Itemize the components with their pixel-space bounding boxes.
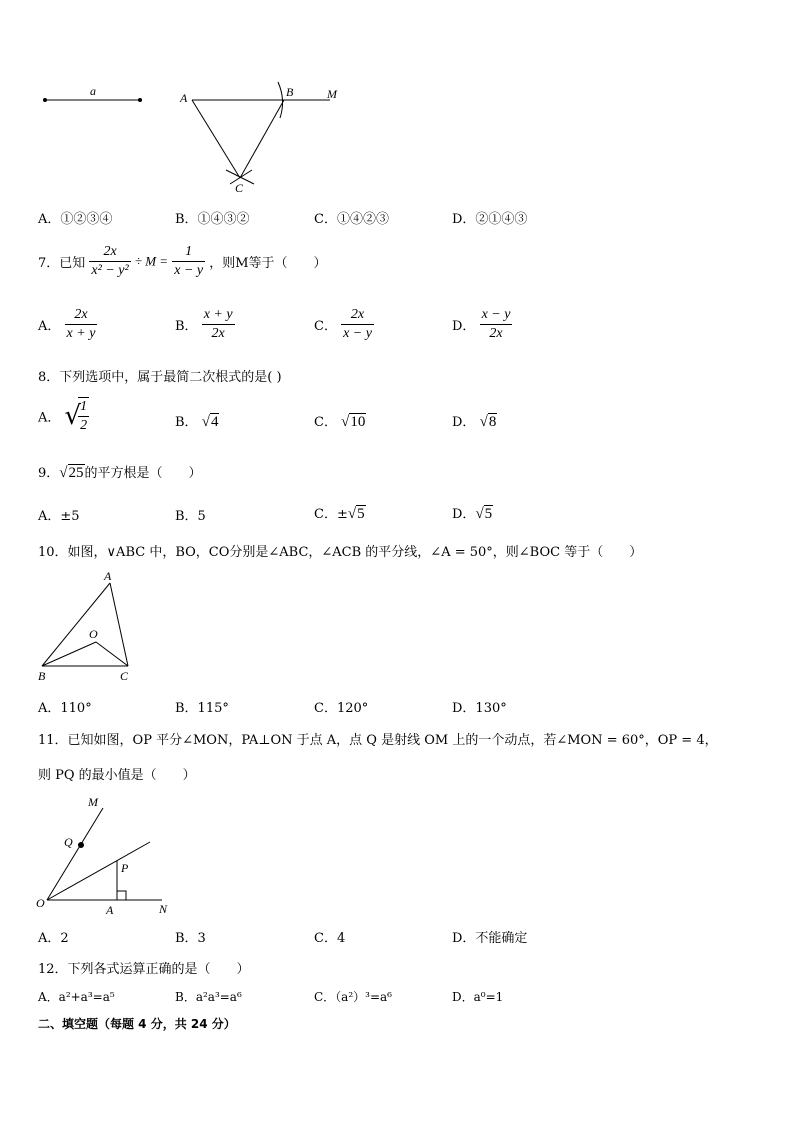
q7-option-c[interactable] — [314, 306, 374, 343]
frac-num: 2x — [65, 306, 98, 325]
q10-option-c[interactable]: C．120° — [314, 701, 369, 716]
label-a: A — [106, 903, 114, 917]
q12-option-b[interactable]: B．a²a³=a⁶ — [175, 990, 242, 1004]
label-m: M — [88, 795, 98, 809]
frac-den: x − y — [343, 326, 372, 341]
radicand: 8 — [488, 414, 497, 430]
q9-tail: 的平方根是（ ） — [84, 466, 202, 481]
section-title: 二、填空题（每题 4 分，共 24 分） — [38, 1017, 236, 1031]
option-label: D． — [452, 319, 476, 334]
q7-number: 7．已知 — [38, 256, 86, 271]
option-label: B． — [175, 319, 198, 334]
label-b: B — [38, 669, 46, 683]
label-b: B — [286, 85, 294, 99]
option-label: A． — [38, 410, 61, 426]
frac-num: 2x — [89, 243, 130, 262]
q12-option-d[interactable]: D．a⁰=1 — [452, 990, 504, 1004]
radical-sign: √ — [64, 401, 82, 431]
label-m: M — [327, 87, 337, 101]
side-bc — [240, 100, 284, 178]
q9-stem — [38, 462, 202, 482]
q6-option-a[interactable]: A．①②③④ — [38, 212, 113, 227]
q7-option-d[interactable] — [452, 306, 512, 343]
right-angle-mark — [117, 891, 126, 900]
sqrt: √10 — [341, 414, 366, 430]
q8-option-a[interactable] — [38, 397, 89, 435]
sqrt: √5 — [475, 506, 493, 522]
q11-option-b[interactable]: B．3 — [175, 931, 206, 946]
q7-tail: ，则M等于（ ） — [209, 256, 327, 271]
q10-option-d[interactable]: D．130° — [452, 701, 507, 716]
option-fraction — [202, 306, 235, 343]
point-q — [78, 842, 84, 848]
q12-option-c[interactable]: C．（a²）³=a⁶ — [314, 990, 392, 1004]
label-a: A — [180, 91, 188, 105]
side-ab — [42, 583, 110, 666]
side-ac — [110, 583, 128, 666]
q11-stem-line2: 则 PQ 的最小值是（ ） — [38, 768, 196, 783]
q10-stem: 10．如图，∨ABC 中，BO，CO分别是∠ABC，∠ACB 的平分线，∠A = 50°，则∠BOC 等于（ ） — [38, 545, 643, 560]
q7-fraction-2 — [172, 243, 205, 280]
sqrt: √5 — [347, 506, 365, 522]
option-label: A． — [38, 319, 61, 334]
frac-num: 1 — [78, 398, 89, 417]
option-label: D． — [452, 415, 476, 430]
q8-option-d[interactable] — [452, 411, 497, 431]
q11-option-a[interactable]: A．2 — [38, 931, 69, 946]
frac-den: 2 — [80, 418, 88, 433]
option-label: C． — [314, 319, 337, 334]
triangle-figure — [30, 568, 150, 686]
frac-num: 1 — [172, 243, 205, 262]
q12-stem: 12．下列各式运算正确的是（ ） — [38, 962, 250, 977]
q11-stem-line1: 11．已知如图，OP 平分∠MON，PA⊥ON 于点 A，点 Q 是射线 OM 上的一个动点，若∠MON = 60°，OP = 4， — [38, 733, 718, 748]
label-o: O — [89, 627, 98, 641]
side-ac — [192, 100, 240, 178]
label-q: Q — [64, 835, 73, 849]
q9-option-d[interactable] — [452, 503, 493, 523]
q9-option-b[interactable]: B．5 — [175, 509, 206, 524]
frac-num: x + y — [202, 306, 235, 325]
q9-option-a[interactable]: A．±5 — [38, 509, 80, 524]
construction-figure — [30, 80, 360, 195]
frac-num: x − y — [480, 306, 513, 325]
label-p: P — [121, 861, 129, 875]
q9-number: 9． — [38, 466, 60, 481]
q6-option-c[interactable]: C．①④②③ — [314, 212, 389, 227]
label-c: C — [235, 181, 244, 195]
segment-label: a — [90, 84, 96, 98]
q10-option-b[interactable]: B．115° — [175, 701, 229, 716]
option-label: D． — [452, 507, 476, 522]
radicand: 10 — [350, 414, 366, 430]
q7-fraction-1 — [89, 243, 130, 280]
radicand: 4 — [210, 414, 219, 430]
q8-stem: 8．下列选项中，属于最简二次根式的是( ) — [38, 370, 282, 385]
q11-option-c[interactable]: C．4 — [314, 931, 346, 946]
option-fraction — [341, 306, 374, 343]
q12-option-a[interactable]: A．a²+a³=a⁵ — [38, 990, 115, 1004]
ray-om — [47, 808, 103, 900]
q11-option-d[interactable]: D．不能确定 — [452, 931, 528, 946]
q7-stem — [38, 243, 327, 280]
q8-option-b[interactable] — [175, 411, 219, 431]
angle-figure — [30, 790, 190, 920]
frac-den: x − y — [174, 263, 204, 278]
q7-operator: ÷ M = — [134, 253, 169, 269]
frac-den: x² − y² — [91, 263, 129, 278]
option-label: C． — [314, 415, 337, 430]
q7-option-b[interactable] — [175, 306, 235, 343]
q8-option-c[interactable] — [314, 411, 366, 431]
segment-bo — [42, 642, 96, 666]
label-o: O — [36, 896, 45, 910]
q10-option-a[interactable]: A．110° — [38, 701, 92, 716]
frac-den: 2x — [489, 326, 503, 341]
option-label: C．± — [314, 507, 348, 522]
label-c: C — [120, 669, 129, 683]
sqrt: √25 — [59, 465, 84, 481]
option-label: B． — [175, 415, 198, 430]
option-fraction — [65, 306, 98, 343]
radicand: 25 — [68, 465, 84, 481]
frac-num: 2x — [341, 306, 374, 325]
sqrt: √4 — [201, 414, 219, 430]
q6-option-d[interactable]: D．②①④③ — [452, 212, 528, 227]
frac-den: 2x — [211, 326, 225, 341]
ray-op — [47, 842, 150, 900]
label-n: N — [159, 902, 168, 916]
radicand: 5 — [484, 506, 493, 522]
sqrt: √8 — [479, 414, 497, 430]
frac-den: x + y — [66, 326, 96, 341]
option-fraction — [480, 306, 513, 343]
label-a: A — [104, 569, 112, 583]
q9-option-c[interactable] — [314, 503, 366, 523]
q6-option-b[interactable]: B．①④③② — [175, 212, 250, 227]
option-fraction — [78, 397, 89, 435]
q7-option-a[interactable] — [38, 306, 97, 343]
radicand: 5 — [357, 506, 365, 522]
